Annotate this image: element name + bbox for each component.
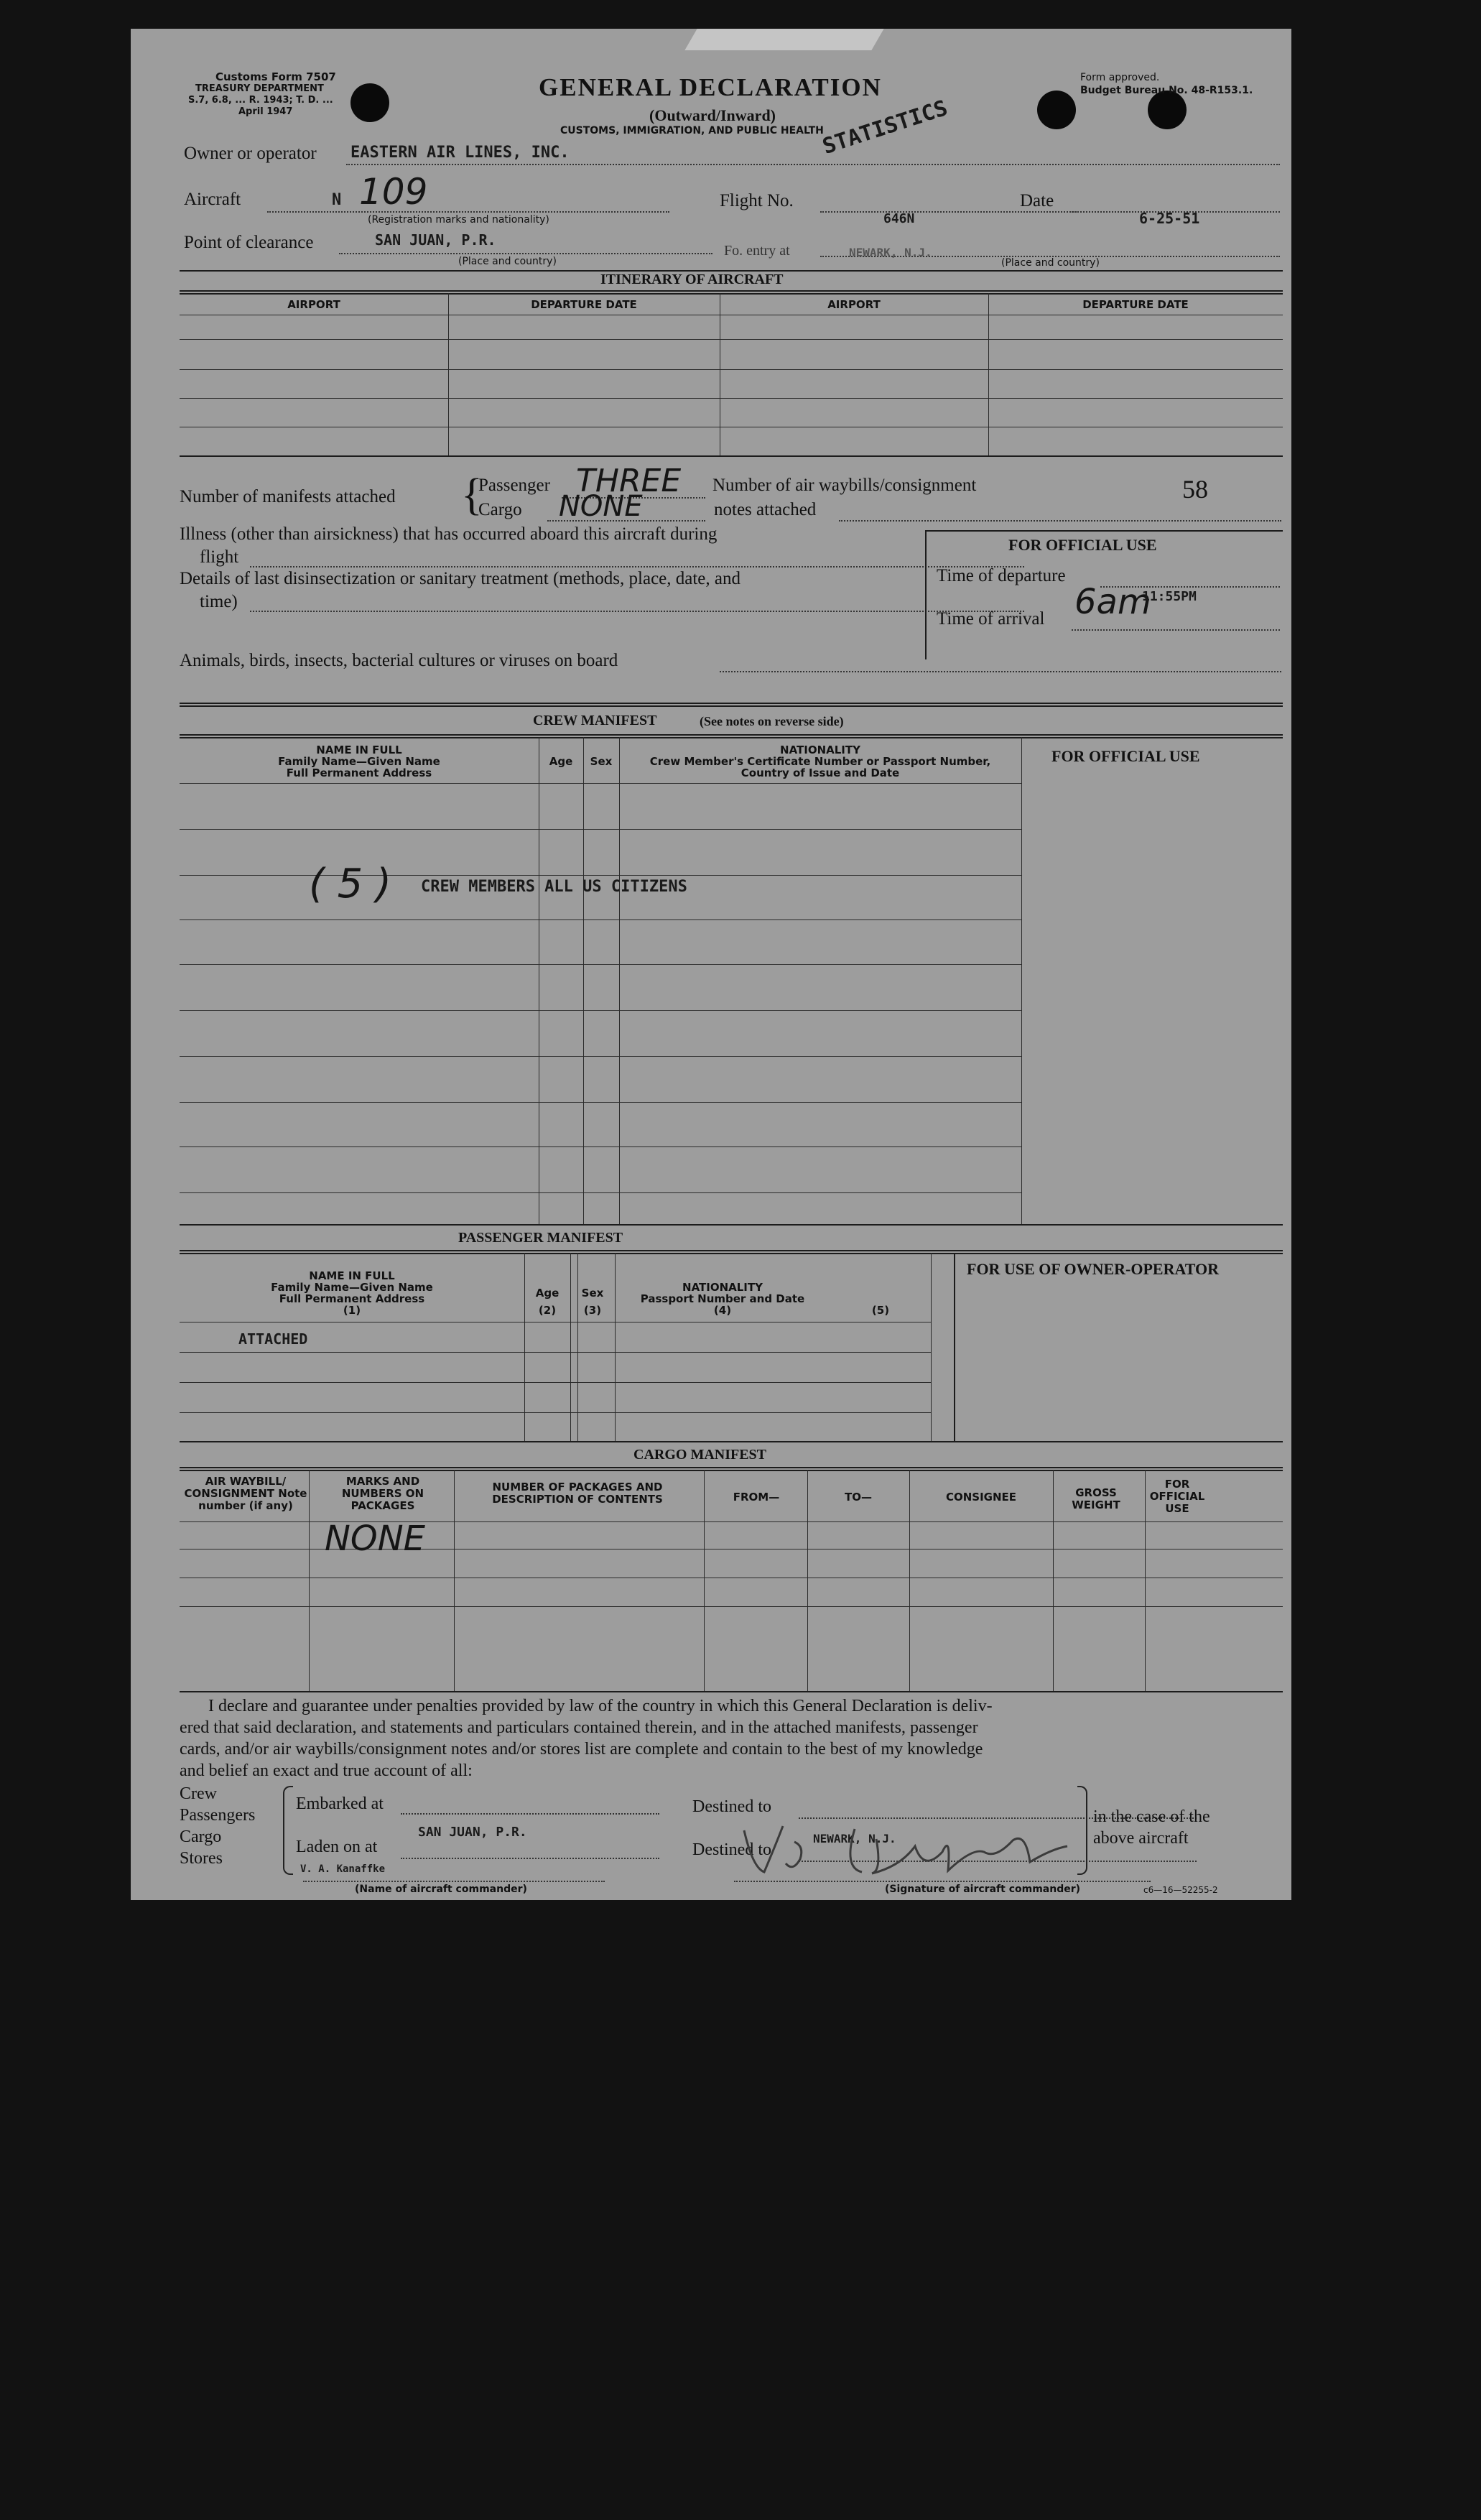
punch-hole: [1037, 91, 1076, 129]
waybills-label: Number of air waybills/consignment: [712, 476, 977, 495]
departure-time-label: Time of departure: [937, 566, 1066, 585]
date-value: 6-25-51: [1139, 210, 1200, 227]
illness-label-2: flight: [200, 547, 239, 567]
cargo-col-marks: MARKS AND NUMBERS ON PACKAGES: [341, 1475, 424, 1512]
case-text-2: above aircraft: [1093, 1829, 1189, 1848]
revision-date: April 1947: [238, 106, 293, 117]
laden-value: SAN JUAN, P.R.: [418, 1825, 527, 1840]
passenger-col-age: Age: [535, 1287, 560, 1300]
manifests-label: Number of manifests attached: [180, 487, 396, 506]
aircraft-prefix: N: [332, 191, 342, 209]
commander-name-label: (Name of aircraft commander): [355, 1884, 527, 1895]
crew-entry: CREW MEMBERS ALL US CITIZENS: [421, 878, 687, 896]
cargo-col-consignee: CONSIGNEE: [945, 1491, 1017, 1504]
crew-col-official: FOR OFFICIAL USE: [1051, 747, 1200, 765]
cargo-col-waybill: AIR WAYBILL/ CONSIGNMENT Note number (if any): [184, 1475, 307, 1512]
cargo-col-official: FOR OFFICIAL USE: [1149, 1478, 1205, 1515]
itinerary-col-departure-1: DEPARTURE DATE: [531, 298, 637, 311]
laden-label: Laden on at: [296, 1838, 378, 1856]
crew-title-note: (See notes on reverse side): [700, 714, 844, 728]
arrival-time-label: Time of arrival: [937, 609, 1045, 629]
crew-col-nationality: NATIONALITY: [780, 744, 860, 756]
regulations: S.7, 6.8, ... R. 1943; T. D. ...: [188, 95, 333, 106]
aircraft-label: Aircraft: [184, 190, 241, 209]
punch-hole: [350, 83, 389, 122]
crew-count: ( 5 ): [309, 861, 391, 907]
budget-bureau: Budget Bureau No. 48-R153.1.: [1080, 85, 1253, 96]
case-text-1: in the case of the: [1093, 1807, 1210, 1826]
cargo-entry: NONE: [325, 1519, 425, 1559]
declaration-list-passengers: Passengers: [180, 1806, 256, 1825]
flight-value: 646N: [883, 211, 915, 226]
clearance-sub-label: (Place and country): [458, 256, 557, 267]
crew-col-name-3: Full Permanent Address: [286, 766, 432, 779]
passenger-col-name-num: (1): [343, 1304, 361, 1317]
passenger-count: THREE: [576, 463, 682, 499]
arrival-time-hand: 6am: [1074, 582, 1151, 622]
passenger-col-nationality-num: (4): [713, 1304, 732, 1317]
destined-value: NEWARK, N.J.: [813, 1832, 896, 1845]
passenger-col-name-3: Full Permanent Address: [279, 1292, 425, 1305]
cargo-col-packages: NUMBER OF PACKAGES AND DESCRIPTION OF CONTENTS: [492, 1481, 663, 1506]
declaration-line-1: I declare and guarantee under penalties provided by law of the country in which this General Declaration is deliv-: [208, 1697, 993, 1715]
passenger-col-sex: Sex: [581, 1287, 604, 1300]
punch-hole: [1148, 91, 1187, 129]
arrival-time-typed: 11:55PM: [1142, 589, 1197, 604]
entry-label: Fo. entry at: [724, 243, 790, 259]
passenger-col-name-2: Family Name—Given Name: [271, 1281, 433, 1294]
print-code: c6—16—52255-2: [1143, 1885, 1218, 1895]
animals-label: Animals, birds, insects, bacterial cultures or viruses on board: [180, 651, 618, 670]
owner-value: EASTERN AIR LINES, INC.: [350, 144, 570, 162]
clearance-value: SAN JUAN, P.R.: [375, 231, 496, 249]
crew-col-nationality-3: Country of Issue and Date: [740, 766, 900, 779]
passenger-col-age-num: (2): [538, 1304, 557, 1317]
declaration-list-stores: Stores: [180, 1849, 223, 1868]
passenger-entry: ATTACHED: [238, 1330, 308, 1348]
disinsect-label-2: time): [200, 592, 238, 611]
commander-name-value: V. A. Kanaffke: [300, 1863, 386, 1875]
waybills-count: 58: [1182, 475, 1208, 504]
cargo-count: NONE: [559, 490, 643, 523]
entry-sub-label: (Place and country): [1001, 257, 1100, 269]
crew-col-sex: Sex: [590, 755, 613, 768]
declaration-list-crew: Crew: [180, 1784, 217, 1803]
agencies: CUSTOMS, IMMIGRATION, AND PUBLIC HEALTH: [560, 125, 824, 136]
disinsect-label: Details of last disinsectization or sanitary treatment (methods, place, date, and: [180, 569, 740, 588]
declaration-line-4: and belief an exact and true account of all:: [180, 1761, 473, 1780]
form-title: GENERAL DECLARATION: [539, 73, 882, 101]
passenger-title: PASSENGER MANIFEST: [458, 1230, 623, 1246]
destined-label-1: Destined to: [692, 1797, 771, 1816]
itinerary-col-departure-2: DEPARTURE DATE: [1082, 298, 1189, 311]
passenger-col-nationality: NATIONALITY: [682, 1281, 763, 1294]
flight-label: Flight No.: [720, 191, 794, 210]
itinerary-title: ITINERARY OF AIRCRAFT: [600, 272, 784, 287]
date-label: Date: [1020, 191, 1054, 210]
cargo-col-from: FROM—: [733, 1491, 780, 1504]
owner-label: Owner or operator: [184, 144, 317, 163]
crew-col-name-2: Family Name—Given Name: [278, 755, 440, 768]
form-approved: Form approved.: [1080, 72, 1160, 83]
crew-col-name: NAME IN FULL: [316, 744, 402, 756]
passenger-col-name: NAME IN FULL: [309, 1269, 395, 1282]
clearance-label: Point of clearance: [184, 233, 314, 252]
cargo-title: CARGO MANIFEST: [633, 1447, 767, 1463]
declaration-line-2: ered that said declaration, and statements and particulars contained therein, and in the attached manifests, passenger: [180, 1718, 978, 1737]
aircraft-sub-label: (Registration marks and nationality): [368, 214, 549, 226]
form-number: Customs Form 7507: [215, 70, 336, 83]
official-use-title: FOR OFFICIAL USE: [1008, 536, 1157, 554]
department: TREASURY DEPARTMENT: [195, 83, 324, 94]
cargo-col-to: TO—: [845, 1491, 872, 1504]
general-declaration-form: Customs Form 7507 TREASURY DEPARTMENT S.7, 6.8, ... R. 1943; T. D. ... April 1947 GENERAL DECLARATION (Outward/Inward) CUSTOMS, IMMIGRATION, AND PUBLIC HEALTH STATISTICS Form approved. Budget Bureau No. 48-R153.1. Owner or operator EASTERN AIR LINES, INC. Aircraft N 109 (Registration marks and nationality) Flight No. 646N Date 6-25-51 Point of clearance SAN JUAN, P.R. (Place and country) Fo. entry at NEWARK, N.J. (Place and country) ITINERARY OF AIRCRAFT AIRPORT DEPARTURE DATE AIRPORT DEPARTURE DATE Number of manifests attached { Passenger THREE Cargo NONE Number of air waybills/consignment notes attached 58 Illness (other than airsickness) that has occurred aboard this aircraft during flight Details of last disinsectization or sanitary treatment (methods, place, date, and time) Animals, birds, insects, bacterial cultures or viruses on board FOR OFFICIAL USE Time of departure Time of arrival 6am 11:55PM CREW MANIFEST (See notes on reverse side) NAME IN FULL Family Name—Given Name Full Permanent Address Age Sex NATIONALITY Crew Member's Certificate Number or Passport Number, Country of Issue and Date FOR OFFICIAL USE ( 5 ) CREW MEMBERS ALL US CITIZENS PASSENGER MANIFEST NAME IN FULL Family Name—Given Name Full Permanent Address (1) Age (2) Sex (3) NATIONALITY Passport Number and Date (4) (5) FOR USE OF OWNER-OPERATOR ATTACHED CARGO MANIFEST AIR WAYBILL/ CONSIGNMENT Note number (if any) MARKS AND NUMBERS ON PACKAGES NUMBER OF PACKAGES AND DESCRIPTION OF CONTENTS FROM— TO— CONSIGNEE GROSS WEIGHT FOR OFFICIAL USE NONE I declare and guarantee under penalties provided by law of the country in which this General Declaration is deliv- ered that said declaration, and statements and particulars contained therein, and in the attached manifests, passenger cards, and/or air waybills/consignment notes and/or stores list are complete and contain to the best of my knowledge and belief an exact and true account of all: Crew Passengers Cargo Stores Embarked at Laden on at SAN JUAN, P.R. Destined to Destined to NEWARK, N.J. in the case of the above aircraft V. A. Kanaffke (Name of aircraft commander) (Signature of aircraft commander) c6—16—52255-2: [131, 29, 1291, 1900]
crew-title: CREW MANIFEST: [533, 713, 657, 728]
declaration-line-3: cards, and/or air waybills/consignment notes and/or stores list are complete and contain to the best of my knowledge: [180, 1740, 983, 1759]
commander-signature-label: (Signature of aircraft commander): [885, 1884, 1081, 1895]
aircraft-number: 109: [359, 171, 428, 213]
cargo-label: Cargo: [478, 500, 522, 519]
crew-col-nationality-2: Crew Member's Certificate Number or Passport Number,: [649, 755, 991, 768]
declaration-list-cargo: Cargo: [180, 1828, 222, 1846]
itinerary-col-airport-1: AIRPORT: [287, 298, 340, 311]
crew-col-age: Age: [549, 755, 573, 768]
destined-label-2: Destined to: [692, 1840, 771, 1859]
passenger-col-5: (5): [871, 1304, 890, 1317]
form-subtitle: (Outward/Inward): [649, 106, 776, 124]
illness-label: Illness (other than airsickness) that has occurred aboard this aircraft during: [180, 524, 718, 544]
entry-value: NEWARK, N.J.: [849, 246, 932, 259]
waybills-label-2: notes attached: [714, 500, 817, 519]
passenger-col-nationality-2: Passport Number and Date: [640, 1292, 805, 1305]
commander-signature: [735, 1802, 1080, 1881]
passenger-col-sex-num: (3): [583, 1304, 602, 1317]
passenger-col-owner: FOR USE OF OWNER-OPERATOR: [967, 1260, 1220, 1278]
cargo-col-gross-weight: GROSS WEIGHT: [1072, 1486, 1120, 1511]
statistics-stamp: STATISTICS: [820, 95, 951, 160]
itinerary-col-airport-2: AIRPORT: [827, 298, 881, 311]
embarked-label: Embarked at: [296, 1794, 384, 1813]
passenger-label: Passenger: [478, 476, 550, 495]
torn-edge: [684, 29, 883, 50]
